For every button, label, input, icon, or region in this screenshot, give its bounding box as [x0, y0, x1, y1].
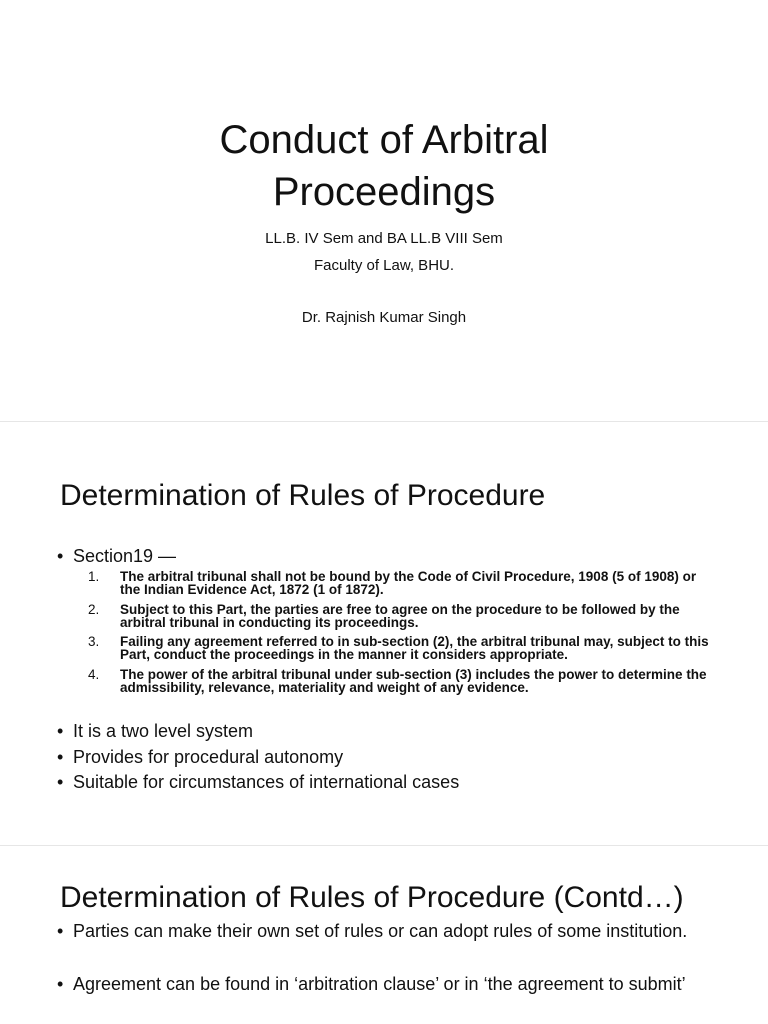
- bullet-item: [57, 747, 343, 768]
- list-item: [88, 668, 718, 694]
- bullet-icon: •: [57, 747, 64, 767]
- bullet-text: Parties can make their own set of rules or can adopt rules of some institution.: [73, 921, 688, 941]
- list-text: Subject to this Part, the parties are free to agree on the procedure to be followed by the arbitral tribunal in conducting its proceedings.: [120, 602, 680, 630]
- list-text: The power of the arbitral tribunal under sub-section (3) includes the power to determine the admissibility, relevance, materiality and weight of any evidence.: [120, 667, 707, 695]
- list-text: The arbitral tribunal shall not be bound by the Code of Civil Procedure, 1908 (5 of 1908) or the Indian Evidence Act, 1872 (1 of 1872).: [120, 569, 697, 597]
- title-line-2: Proceedings: [272, 170, 496, 214]
- slide-heading: Determination of Rules of Procedure: [60, 479, 546, 512]
- list-number: 2.: [88, 602, 100, 617]
- bullet-icon: •: [57, 974, 64, 994]
- bullet-text: Section19 —: [73, 546, 177, 566]
- bullet-text: Provides for procedural autonomy: [73, 747, 344, 767]
- bullet-icon: •: [57, 772, 64, 792]
- list-item: [88, 635, 718, 661]
- author-name: Dr. Rajnish Kumar Singh: [301, 309, 467, 326]
- bullet-item: [57, 921, 697, 942]
- list-text: Failing any agreement referred to in sub-section (2), the arbitral tribunal may, subject to this Part, conduct the proceedings in the manner it considers appropriate.: [120, 634, 709, 662]
- bullet-icon: •: [57, 921, 64, 941]
- slide-divider: [0, 845, 768, 846]
- title-line-1: Conduct of Arbitral: [219, 118, 549, 162]
- list-item: [88, 570, 718, 596]
- list-number: 4.: [88, 667, 100, 682]
- bullet-text: It is a two level system: [73, 721, 254, 741]
- section-bullet: [57, 546, 176, 567]
- presentation-title: [0, 114, 768, 218]
- bullet-icon: •: [57, 546, 64, 566]
- list-number: 1.: [88, 569, 100, 584]
- course-subtitle: LL.B. IV Sem and BA LL.B VIII Sem: [265, 230, 503, 247]
- bullet-icon: •: [57, 721, 64, 741]
- slide-divider: [0, 421, 768, 422]
- list-item: [88, 603, 718, 629]
- faculty-subtitle: Faculty of Law, BHU.: [313, 257, 455, 274]
- bullet-text: Agreement can be found in ‘arbitration clause’ or in ‘the agreement to submit’: [73, 974, 686, 994]
- bullet-item: [57, 974, 697, 995]
- bullet-text: Suitable for circumstances of international cases: [73, 772, 460, 792]
- bullet-item: [57, 772, 459, 793]
- bullet-item: [57, 721, 253, 742]
- slide-heading: Determination of Rules of Procedure (Contd…): [60, 881, 684, 914]
- list-number: 3.: [88, 634, 100, 649]
- numbered-list: [88, 570, 718, 694]
